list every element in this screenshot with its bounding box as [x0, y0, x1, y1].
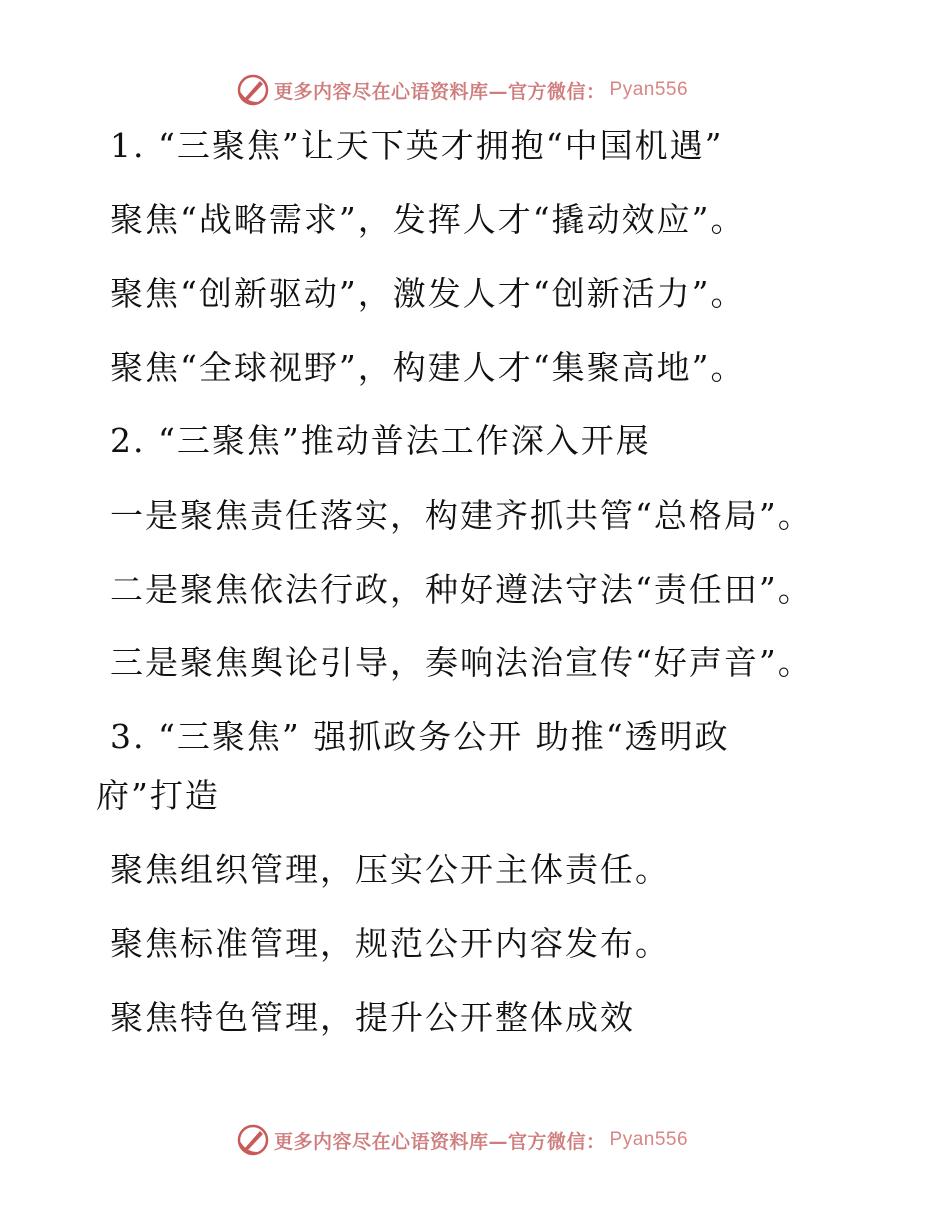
paragraph-line: 一是聚焦责任落实，构建齐抓共管“总格局”。: [110, 496, 813, 535]
paragraph-line: 聚焦“战略需求”，发挥人才“撬动效应”。: [110, 200, 746, 239]
heading-3-continuation: 府”打造: [96, 776, 220, 815]
quill-pen-seal-icon: [236, 73, 270, 107]
paragraph-line: 聚焦组织管理，压实公开主体责任。: [110, 850, 670, 889]
watermark-account: Pyan556: [609, 1129, 689, 1150]
paragraph-line: 聚焦标准管理，规范公开内容发布。: [110, 924, 670, 963]
paragraph-line: 聚焦“全球视野”，构建人才“集聚高地”。: [110, 348, 746, 387]
header-watermark: [236, 72, 688, 108]
paragraph-line: 三是聚焦舆论引导，奏响法治宣传“好声音”。: [110, 643, 813, 682]
paragraph-line: 二是聚焦依法行政，种好遵法守法“责任田”。: [110, 570, 813, 609]
heading-3: 3. “三聚焦” 强抓政务公开 助推“透明政: [110, 717, 730, 756]
quill-pen-seal-icon: [236, 1123, 270, 1157]
watermark-text: 更多内容尽在心语资料库—官方微信：: [274, 80, 606, 103]
heading-2: 2. “三聚焦”推动普法工作深入开展: [110, 421, 651, 460]
watermark-text: 更多内容尽在心语资料库—官方微信：: [274, 1130, 606, 1153]
paragraph-line: 聚焦“创新驱动”，激发人才“创新活力”。: [110, 274, 746, 313]
footer-watermark: [236, 1122, 688, 1158]
heading-1: 1. “三聚焦”让天下英才拥抱“中国机遇”: [110, 126, 724, 165]
paragraph-line: 聚焦特色管理，提升公开整体成效: [110, 998, 635, 1037]
watermark-account: Pyan556: [609, 79, 689, 100]
